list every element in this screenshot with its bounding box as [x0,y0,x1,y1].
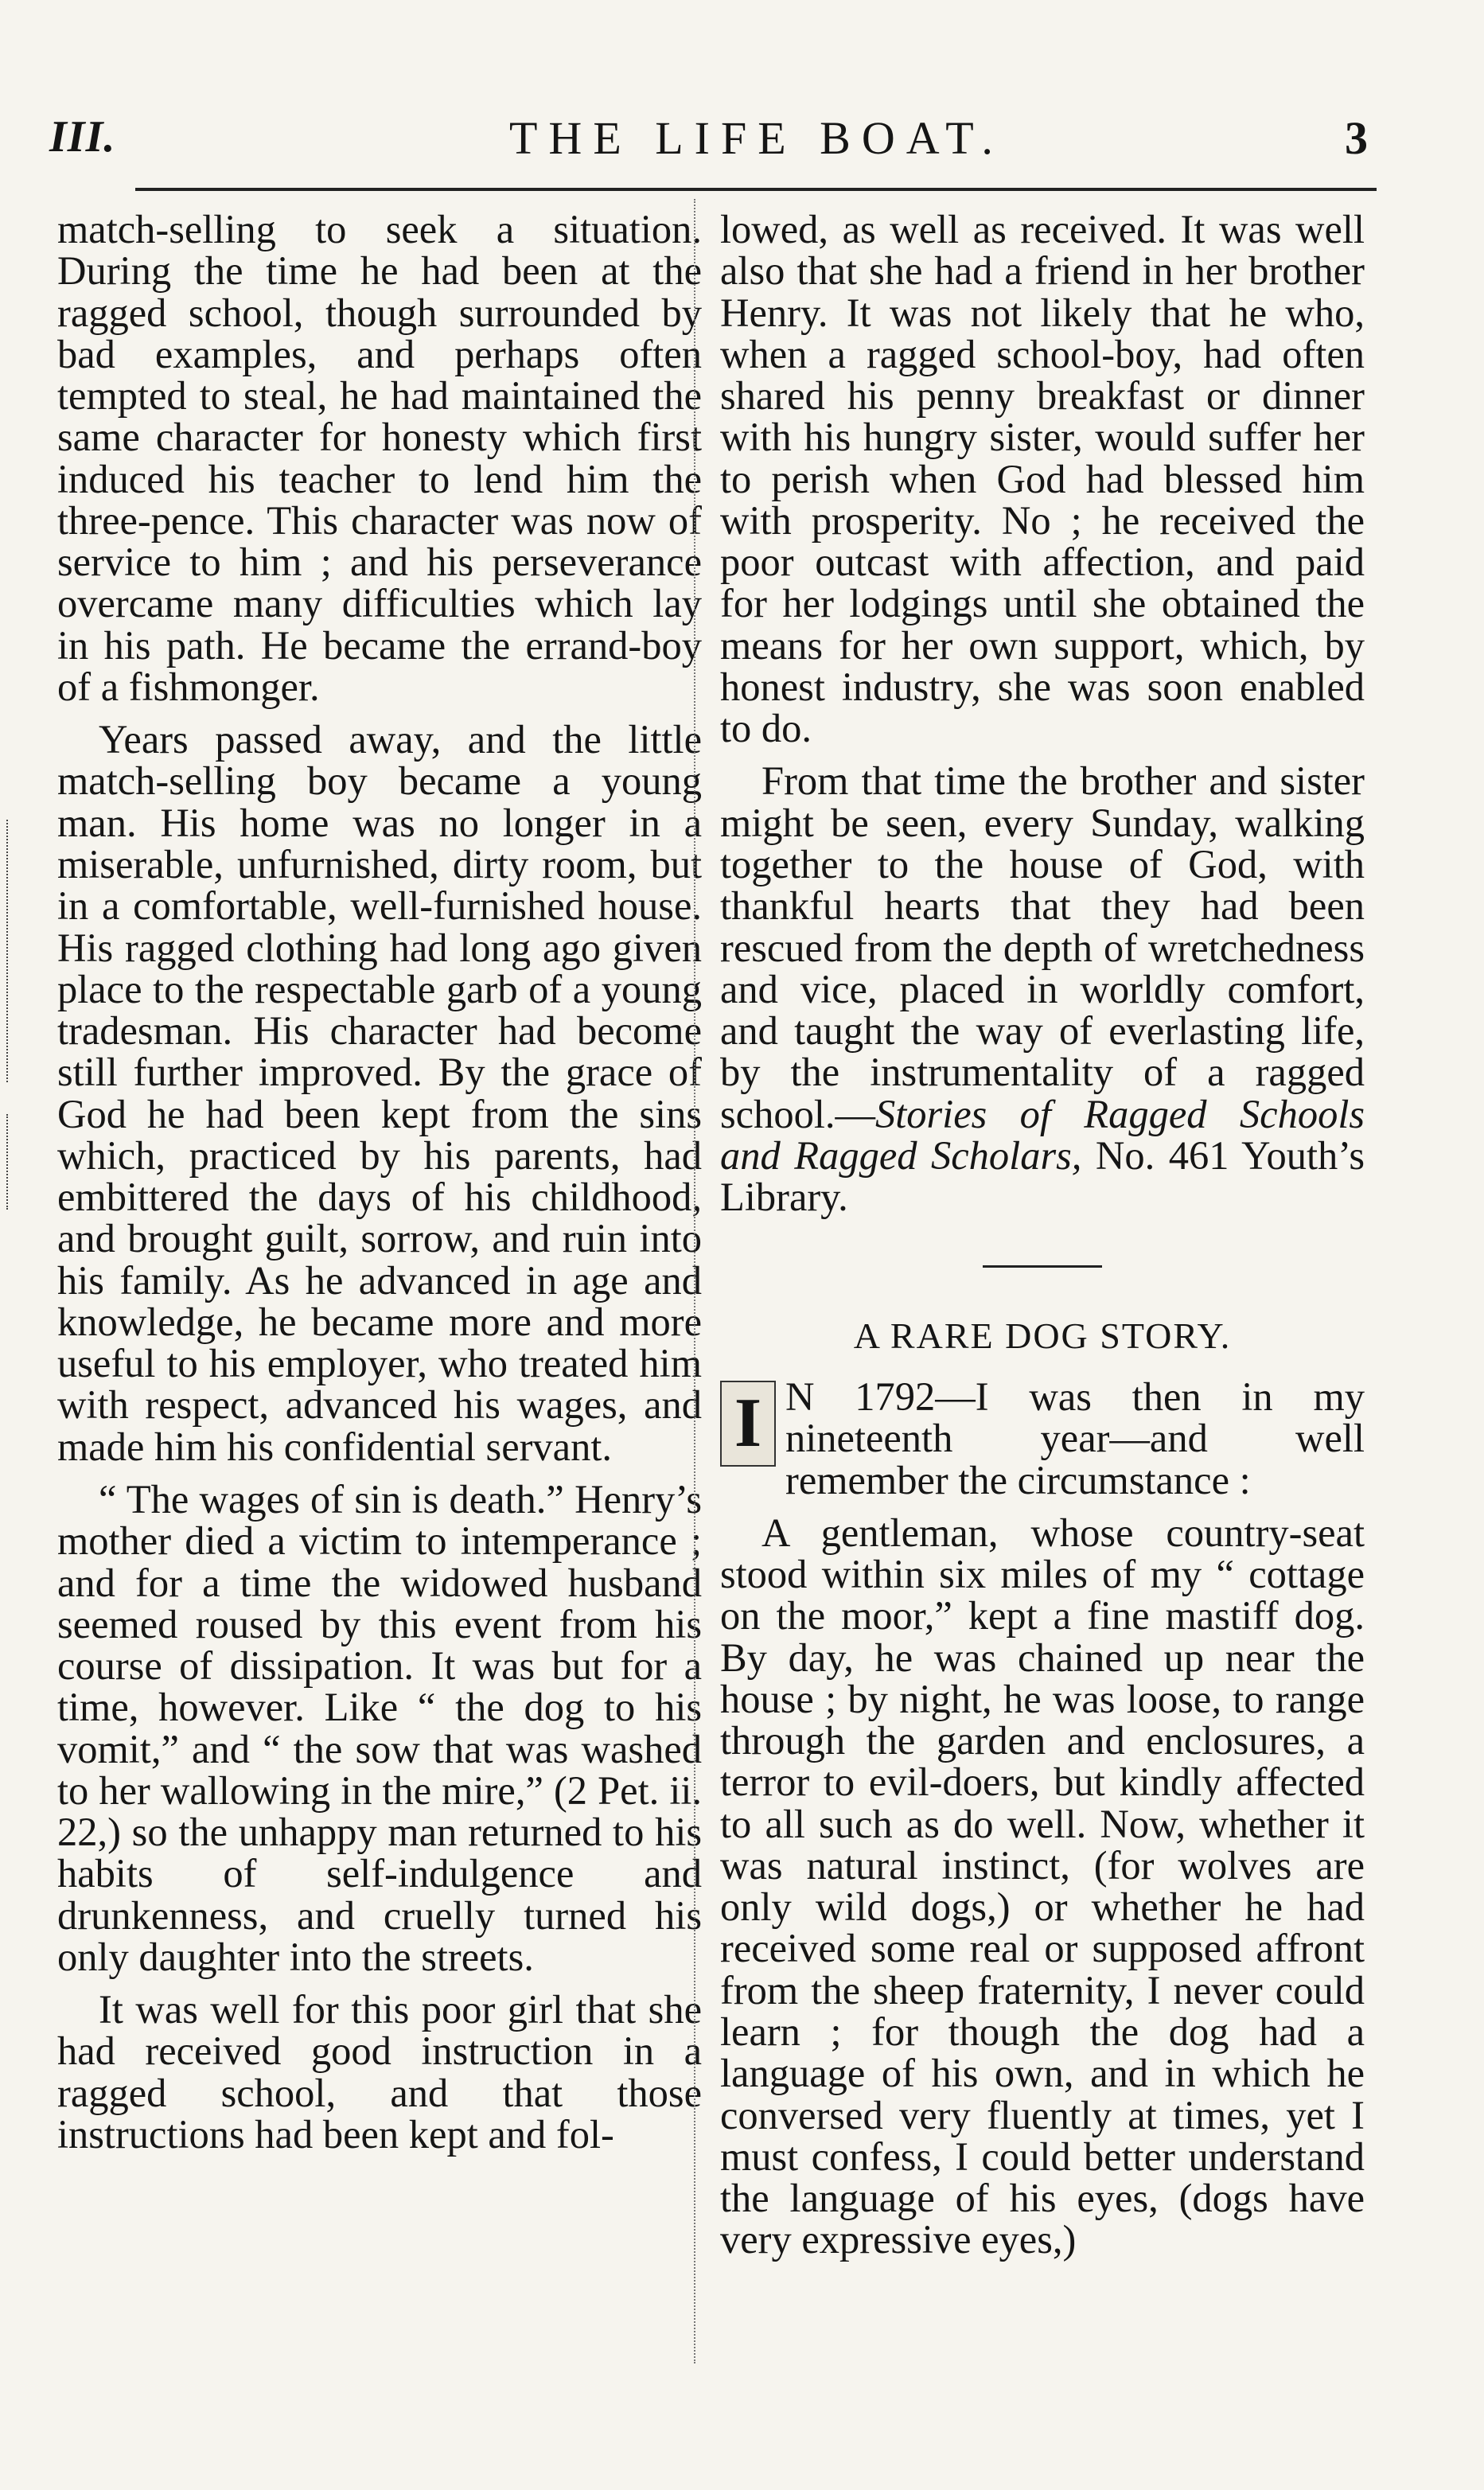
left-paragraph-3: “ The wages of sin is death.” Henry’s mother died a victim to intemperance ; and for a time the widowed husband seemed roused by this event from his course of dissipation. It was but for a time, however. Like “ the dog to his vomit,” and “ the sow that was washed to her wallowing in the mire,” (2 Pet. ii. 22,) so the unhappy man returned to his habits of self-indulgence and drunkenness, and cruelly turned his only daughter into the streets. [57,1476,702,1979]
right-paragraph-4: A gentleman, whose country-seat stood within six miles of my “ cottage on the moor,” kept a fine mastiff dog. By day, he was chained up near the house ; by night, he was loose, to range through the garden and enclosures, a terror to evil-doers, but kindly affected to all such as do well. Now, whether it was natural instinct, (for wolves are only wild dogs,) or whether he had received some real or supposed affront from the sheep fraternity, I never could learn ; for though the dog had a language of his own, and in which he conversed very fluently at times, yet I must confess, I could better understand the language of his eyes, (dogs have very expressive eyes,) [720,1510,1365,2262]
story-title: A RARE DOG STORY. [853,1315,1232,1357]
left-column [57,208,702,2166]
margin-mark [6,820,8,1082]
citation-tail: No. 461 Youth’s Library. [720,1132,1365,1220]
story-opening-paragraph [720,1376,1365,1501]
running-title: THE LIFE BOAT. [509,112,1004,164]
left-paragraph-2: Years passed away, and the little match-selling boy became a young man. His home was no longer in a miserable, unfurnished, dirty room, but in a comfortable, well-furnished house. His ragged clothing had long ago given place to the respectable garb of a young tradesman. His character had become still further improved. By the grace of God he had been kept from the sins which, practiced by his parents, had embittered the days of his childhood, and brought guilt, sorrow, and ruin into his family. As he advanced in age and knowledge, he became more and more useful to his employer, who treated him with respect, advanced his wages, and made him his confidential servant. [57,717,702,1469]
issue-number: III. [49,112,116,162]
column-divider [694,199,695,2363]
right-column [720,208,1365,2272]
header-rule [135,188,1377,191]
right-paragraph-2 [720,760,1365,1218]
margin-mark [6,1114,8,1210]
left-paragraph-1: match-selling to seek a situation. During the time he had been at the ragged school, though surrounded by bad examples, and perhaps often tempted to steal, he had maintained the same character for honesty which first induced his teacher to lend him the three-pence. This character was now of service to him ; and his perseverance overcame many difficulties which lay in his path. He became the errand-boy of a fishmonger. [57,207,702,709]
section-rule [983,1265,1102,1268]
page-header [0,111,1484,175]
page-number: 3 [1345,112,1368,164]
paragraph-text: From that time the brother and sister might be seen, every Sunday, walking together to the house of God, with thankful hearts that they had been rescued from the depth of wretchedness and vice, placed in worldly comfort, and taught the way of everlasting life, by the instrumentality of a ragged school.— [720,758,1365,1136]
dropcap-ornament: I [720,1381,776,1467]
source-citation: Stories of Ragged Schools and Ragged Scholars, [720,1091,1365,1178]
right-paragraph-1: lowed, as well as received. It was well also that she had a friend in her brother Henry. It was not likely that he who, when a ragged school-boy, had often shared his penny breakfast or dinner with his hungry sister, would suffer her to perish when God had blessed him with prosperity. No ; he received the poor outcast with affection, and paid for her lodgings until she obtained the means for her own support, which, by honest industry, she was soon enabled to do. [720,207,1365,751]
story-opening-text: N 1792—I was then in my nineteenth year—and well remember the circumstance : [785,1374,1365,1502]
left-paragraph-4: It was well for this poor girl that she had received good instruction in a ragged school, and that those instructions had been kept and fol- [57,1987,702,2157]
